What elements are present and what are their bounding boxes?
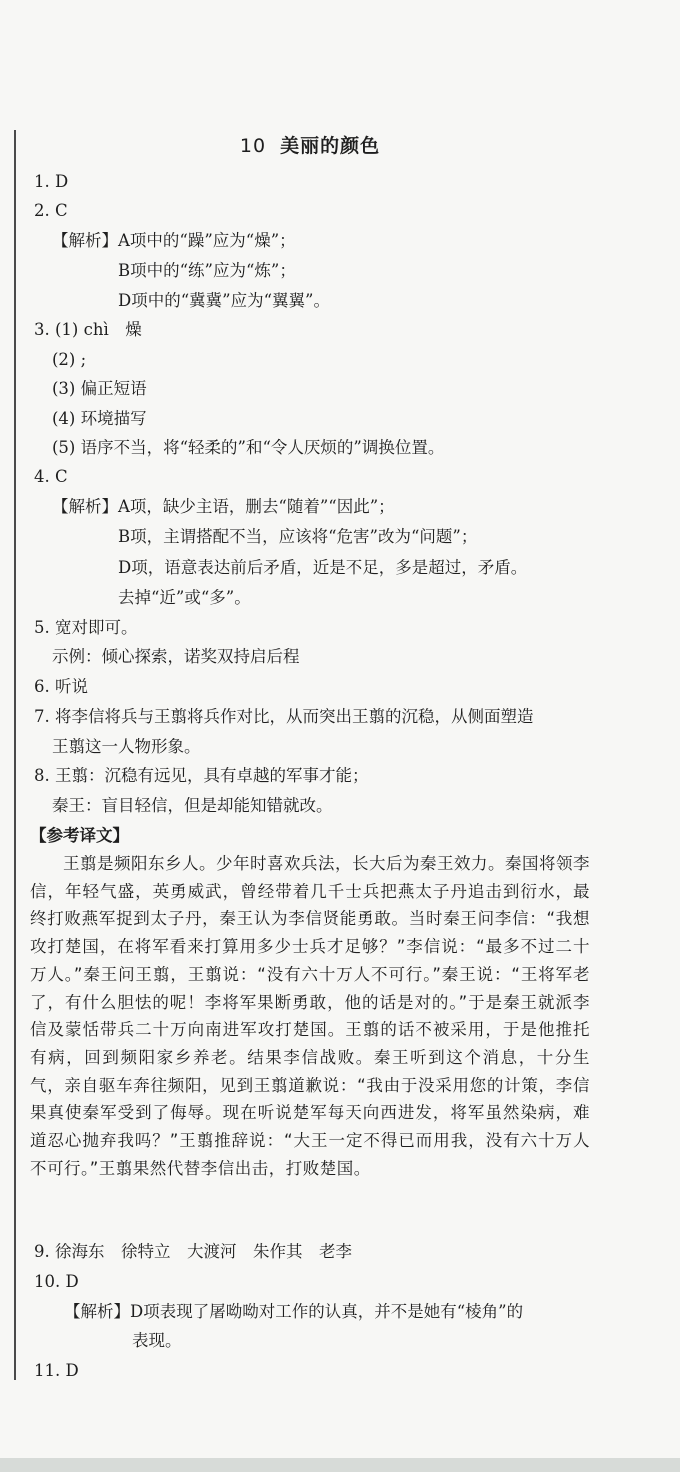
answer-5: 5. 宽对即可。 [34, 618, 138, 637]
answer-9: 9. 徐海东 徐特立 大渡河 朱作其 老李 [34, 1242, 352, 1261]
answer-2: 2. C [34, 201, 68, 220]
answer-10: 10. D [34, 1272, 79, 1291]
analysis-label: 【解析】 [52, 231, 118, 250]
answer-3-5: (5) 语序不当，将“轻柔的”和“令人厌烦的”调换位置。 [52, 438, 445, 457]
answer-8-line-2: 秦王：盲目轻信，但是却能知错就改。 [52, 796, 333, 815]
analysis-label: 【解析】 [64, 1302, 130, 1321]
analysis-2-line-b: B项中的“练”应为“炼”； [118, 261, 296, 280]
answer-7-line-1: 7. 将李信将兵与王翦将兵作对比，从而突出王翦的沉稳，从侧面塑造 [34, 707, 534, 726]
analysis-10-line-1 [64, 1302, 523, 1322]
lesson-title: 美丽的颜色 [280, 135, 381, 157]
analysis-2-line-a [52, 231, 296, 251]
lesson-number: 10 [239, 135, 267, 157]
translation-paragraph: 王翦是频阳东乡人。少年时喜欢兵法，长大后为秦王效力。秦国将领李信，年轻气盛，英勇威武，曾经带着几千士兵把燕太子丹追击到衍水，最终打败燕军捉到太子丹，秦王认为李信贤能勇敢。当时秦王问李信：“我想攻打楚国，在将军看来打算用多少士兵才足够？”李信说：“最多不过二十万人。”秦王问王翦，王翦说：“没有六十万人不可行。”秦王说：“王将军老了，有什么胆怯的呢！李将军果断勇敢，他的话是对的。”于是秦王就派李信及蒙恬带兵二十万向南进军攻打楚国。王翦的话不被采用，于是他推托有病，回到频阳家乡养老。结果李信战败。秦王听到这个消息，十分生气，亲自驱车奔往频阳，见到王翦道歉说：“我由于没采用您的计策，李信果真使秦军受到了侮辱。现在听说楚军每天向西进发，将军虽然染病，难道忍心抛弃我吗？”王翦推辞说：“大王一定不得已而用我，没有六十万人不可行。”王翦果然代替李信出击，打败楚国。 [30, 854, 590, 1178]
answer-3-1: 3. (1) chì 燥 [34, 320, 142, 339]
answer-11: 11. D [34, 1361, 79, 1380]
page-title [0, 131, 620, 158]
answer-3-2: (2) ; [52, 350, 87, 369]
answer-3-3: (3) 偏正短语 [52, 379, 147, 398]
answer-7-line-2: 王翦这一人物形象。 [52, 737, 201, 756]
analysis-text: D项表现了屠呦呦对工作的认真，并不是她有“棱角”的 [130, 1302, 524, 1321]
analysis-4-line-b: B项，主谓搭配不当，应该将“危害”改为“问题”； [118, 527, 478, 546]
answer-1: 1. D [34, 172, 69, 191]
answer-3-4: (4) 环境描写 [52, 409, 147, 428]
analysis-10-line-2: 表现。 [132, 1331, 182, 1350]
answer-4: 4. C [34, 467, 68, 486]
translation-heading: 【参考译文】 [30, 826, 129, 845]
analysis-label: 【解析】 [52, 497, 118, 516]
answer-8-line-1: 8. 王翦：沉稳有远见，具有卓越的军事才能； [34, 766, 369, 785]
analysis-4-line-d1: D项，语意表达前后矛盾，近是不足，多是超过，矛盾。 [118, 558, 528, 577]
margin-rule [14, 130, 16, 1380]
analysis-4-line-d2: 去掉“近”或“多”。 [118, 588, 251, 607]
answer-5-example: 示例：倾心探索，诺奖双持启后程 [52, 647, 300, 666]
analysis-4-line-a [52, 497, 395, 517]
analysis-text: A项中的“躁”应为“燥”； [118, 231, 296, 250]
analysis-2-line-d: D项中的“冀冀”应为“翼翼”。 [118, 291, 330, 310]
bottom-strip [0, 1458, 680, 1472]
analysis-text: A项，缺少主语，删去“随着”“因此”； [118, 497, 395, 516]
answer-6: 6. 听说 [34, 677, 88, 696]
